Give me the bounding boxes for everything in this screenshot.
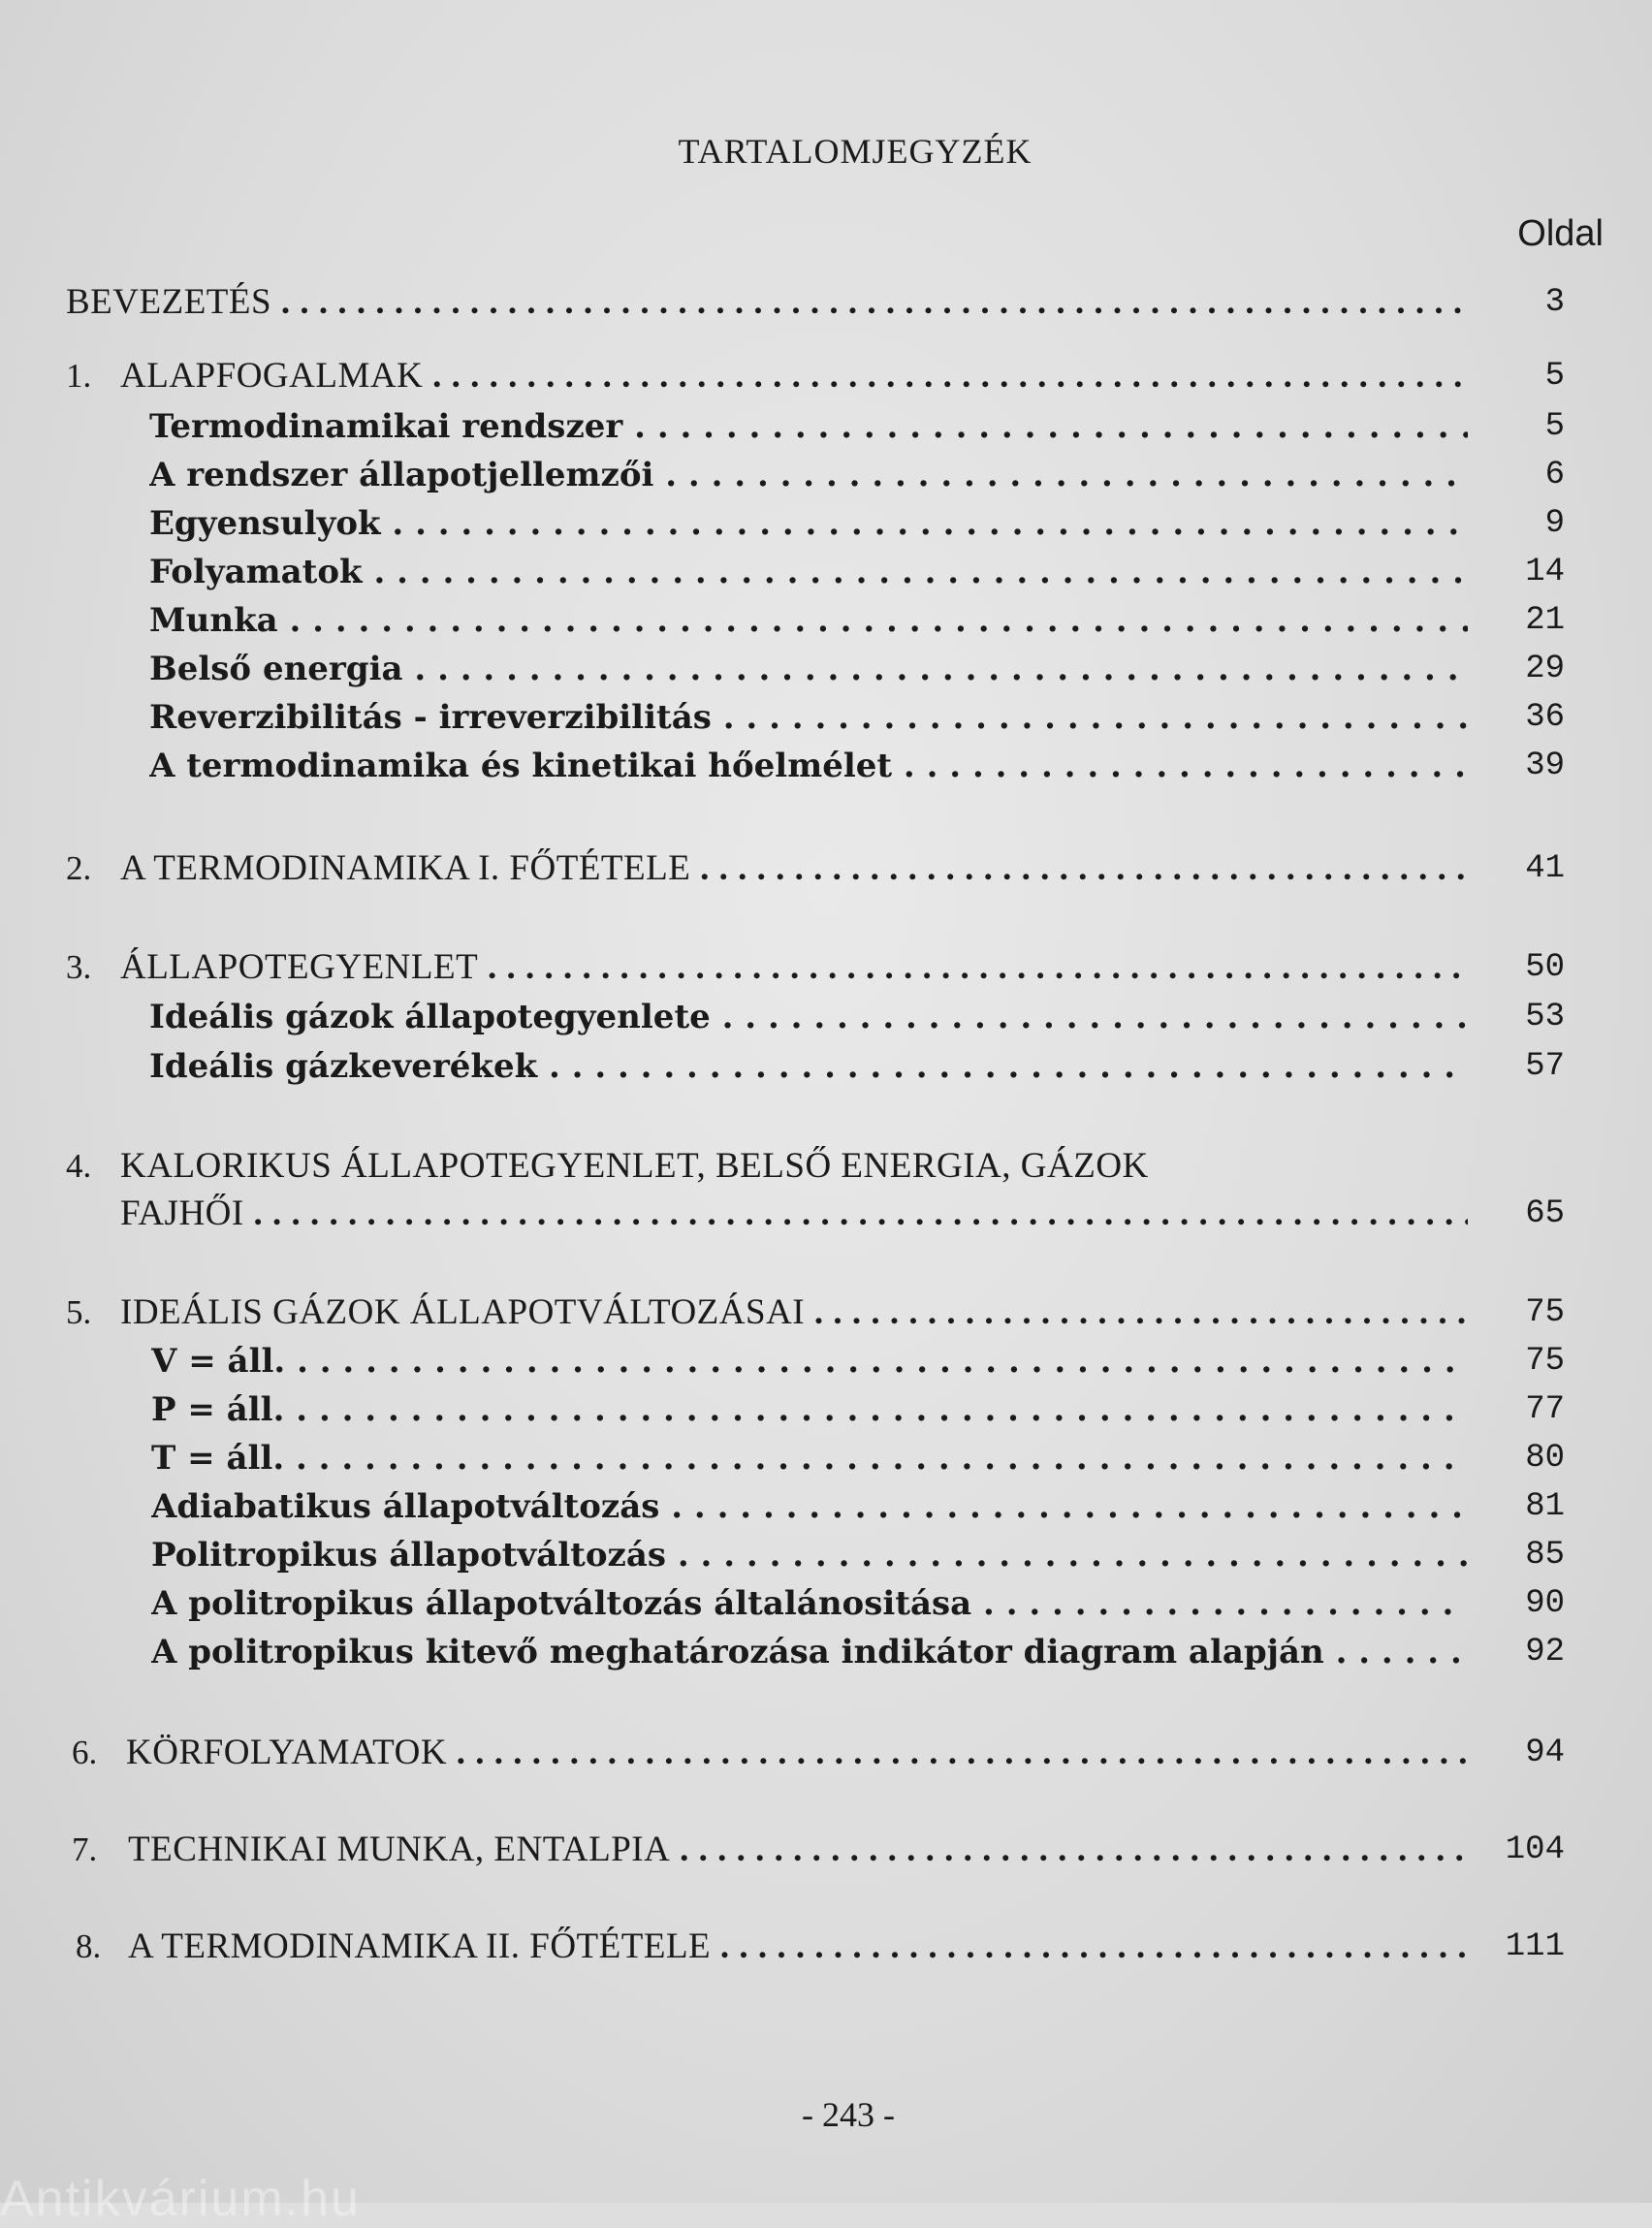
toc-entry-number: 8.: [76, 1927, 102, 1965]
toc-entry-number: 6.: [72, 1734, 98, 1771]
toc-entry-page: 77: [1525, 1391, 1565, 1428]
toc-entry-text: Ideális gázkeverékek . . .: [149, 1042, 1468, 1091]
toc-entry-page: 65: [1525, 1195, 1565, 1232]
toc-entry-text: A termodinamika és kinetikai hőelmélet . . .: [149, 742, 1468, 790]
toc-entry-number: 2.: [66, 849, 92, 887]
toc-entry-page: 41: [1525, 850, 1565, 887]
toc-entry-section: [0, 1482, 1652, 1531]
toc-entry-section: [0, 1434, 1652, 1482]
toc-entry-text: Belső energia . . .: [149, 645, 1468, 693]
toc-entry-section: [0, 451, 1652, 499]
toc-entry-page: 5: [1544, 358, 1565, 395]
toc-entry-section: [0, 693, 1652, 742]
toc-entry-section: [0, 993, 1652, 1041]
toc-entry-chapter-5: [0, 1289, 1652, 1337]
toc-entry-page: 75: [1525, 1294, 1565, 1331]
toc-entry-section: [0, 1531, 1652, 1579]
toc-entry-text: A TERMODINAMIKA II. FŐTÉTELE . . .: [128, 1923, 1468, 1971]
toc-entry-page: 21: [1525, 602, 1565, 639]
toc-entry-section: [0, 1579, 1652, 1628]
toc-entry-number: 4.: [66, 1147, 92, 1185]
toc-entry-page: 85: [1525, 1537, 1565, 1574]
toc-entry-page: 90: [1525, 1585, 1565, 1622]
toc-entry-page: 9: [1544, 505, 1565, 542]
toc-entry-chapter-2: [0, 844, 1652, 893]
toc-entry-page: 57: [1525, 1048, 1565, 1085]
toc-entry-number: 3.: [66, 948, 92, 986]
toc-entry-text: Termodinamikai rendszer . . .: [149, 402, 1468, 451]
toc-entry-text: Politropikus állapotváltozás . . .: [151, 1531, 1468, 1579]
toc-entry-page: 29: [1525, 651, 1565, 687]
toc-entry-page: 111: [1505, 1928, 1565, 1965]
toc-entry-text: Adiabatikus állapotváltozás . . .: [151, 1482, 1468, 1531]
toc-entry-page: 104: [1505, 1831, 1565, 1868]
toc-entry-page: 3: [1544, 284, 1565, 321]
toc-entry-text: Reverzibilitás - irreverzibilitás . . .: [149, 693, 1468, 742]
toc-entry-text: Ideális gázok állapotegyenlete . . .: [149, 993, 1468, 1041]
toc-entry-chapter-4: [0, 1142, 1652, 1191]
toc-entry-text: A politropikus kitevő meghatározása indikátor diagram alapján . . .: [151, 1628, 1468, 1676]
toc-entry-text: KALORIKUS ÁLLAPOTEGYENLET, BELSŐ ENERGIA, GÁZOK: [120, 1146, 1149, 1186]
toc-entry-page: 36: [1525, 699, 1565, 736]
toc-entry-section: [0, 1337, 1652, 1385]
toc-entry-page: 39: [1525, 748, 1565, 784]
toc-entry-page: 5: [1544, 408, 1565, 445]
toc-entry-text: T = áll. . . .: [151, 1434, 1468, 1482]
toc-entry-section: [0, 1385, 1652, 1434]
toc-entry-number: 5.: [66, 1293, 92, 1331]
toc-entry-section: [0, 499, 1652, 548]
toc-entry-chapter-6: [0, 1729, 1652, 1777]
toc-entry-text: A rendszer állapotjellemzői . . .: [149, 451, 1468, 499]
toc-entry-page: 92: [1525, 1634, 1565, 1671]
toc-entry-page: 80: [1525, 1440, 1565, 1477]
toc-entry-page: 53: [1525, 999, 1565, 1035]
page-title: TARTALOMJEGYZÉK: [678, 132, 1032, 171]
toc-entry-text: P = áll. . . .: [151, 1385, 1468, 1434]
toc-entry-page: 14: [1525, 554, 1565, 590]
toc-entry-section: [0, 645, 1652, 693]
toc-entry-text: Munka . . .: [149, 596, 1468, 645]
toc-entry-chapter-8: [0, 1923, 1652, 1971]
toc-entry-text: TECHNIKAI MUNKA, ENTALPIA . . .: [128, 1826, 1468, 1874]
toc-entry-text: FAJHŐI . . .: [120, 1190, 1468, 1238]
toc-entry-text: A politropikus állapotváltozás általánositása . . .: [151, 1579, 1468, 1628]
page-column-header: Oldal: [1517, 213, 1604, 254]
toc-entry-text: V = áll. . . .: [151, 1337, 1468, 1385]
toc-entry-page: 50: [1525, 949, 1565, 986]
toc-entry-section: [0, 1042, 1652, 1091]
toc-entry-text: Folyamatok . . .: [149, 548, 1468, 596]
toc-entry-text: A TERMODINAMIKA I. FŐTÉTELE . . .: [120, 844, 1468, 893]
toc-entry-introduction: [0, 278, 1652, 327]
toc-entry-number: 1.: [66, 357, 92, 395]
toc-entry-page: 81: [1525, 1488, 1565, 1525]
toc-entry-section: [0, 1628, 1652, 1676]
toc-entry-chapter-4-continued: [0, 1190, 1652, 1238]
toc-entry-page: 75: [1525, 1343, 1565, 1380]
toc-entry-chapter-1: [0, 352, 1652, 400]
toc-entry-page: 94: [1525, 1735, 1565, 1771]
toc-entry-section: [0, 548, 1652, 596]
toc-entry-section: [0, 596, 1652, 645]
page-number-footer: - 243 -: [802, 2095, 895, 2134]
toc-entry-chapter-3: [0, 943, 1652, 992]
toc-entry-text: KÖRFOLYAMATOK . . .: [126, 1729, 1468, 1777]
toc-entry-text: BEVEZETÉS . . .: [66, 278, 1468, 327]
toc-entry-chapter-7: [0, 1826, 1652, 1874]
toc-entry-section: [0, 402, 1652, 451]
watermark: Antikvárium.hu: [0, 2171, 361, 2227]
toc-entry-page: 6: [1544, 457, 1565, 493]
toc-entry-text: ÁLLAPOTEGYENLET . . .: [120, 943, 1468, 992]
toc-entry-text: Egyensulyok . . .: [149, 499, 1468, 548]
toc-entry-number: 7.: [72, 1830, 98, 1868]
toc-entry-text: IDEÁLIS GÁZOK ÁLLAPOTVÁLTOZÁSAI . . .: [120, 1289, 1468, 1337]
toc-entry-text: ALAPFOGALMAK . . .: [120, 352, 1468, 400]
toc-entry-section: [0, 742, 1652, 790]
